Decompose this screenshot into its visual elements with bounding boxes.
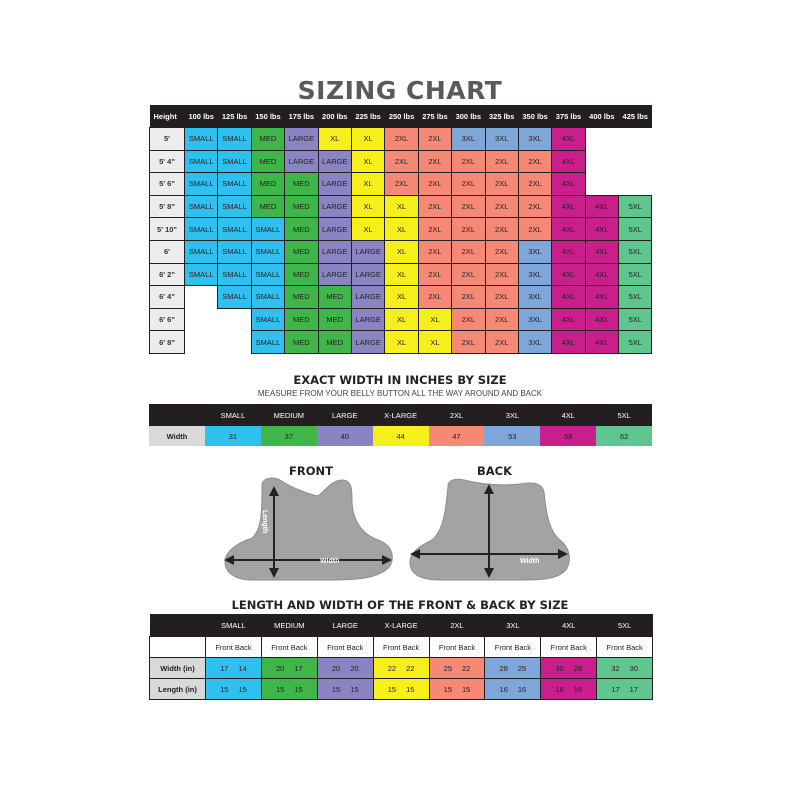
- size-header: 5XL: [597, 614, 653, 637]
- size-cell: MED: [285, 331, 318, 354]
- back-width-label: Width: [520, 558, 540, 565]
- width-row-label: Width: [149, 426, 205, 446]
- size-cell: 3XL: [518, 240, 551, 263]
- size-cell: 2XL: [485, 286, 518, 309]
- back-value: 15: [406, 684, 415, 694]
- size-cell: 4XL: [552, 240, 585, 263]
- weight-header: 125 lbs: [218, 105, 251, 128]
- weight-header: 350 lbs: [518, 105, 551, 128]
- size-cell: 2XL: [418, 150, 451, 173]
- length-table-header: [150, 614, 653, 637]
- size-cell: SMALL: [185, 150, 218, 173]
- size-cell: SMALL: [218, 128, 251, 151]
- size-cell: SMALL: [218, 150, 251, 173]
- front-back-label: Front Back: [541, 637, 597, 658]
- size-cell: XL: [385, 240, 418, 263]
- front-width-label: Width: [320, 558, 340, 565]
- size-cell: MED: [285, 308, 318, 331]
- size-cell: 4XL: [552, 150, 585, 173]
- weight-header: 225 lbs: [351, 105, 384, 128]
- size-cell: 5XL: [619, 195, 652, 218]
- width-value: 58: [540, 426, 596, 446]
- size-cell: 2XL: [485, 263, 518, 286]
- size-cell: 2XL: [485, 331, 518, 354]
- size-cell: MED: [318, 308, 351, 331]
- size-cell: 4XL: [552, 263, 585, 286]
- size-cell: XL: [351, 218, 384, 241]
- front-value: 16: [555, 684, 564, 694]
- size-cell: 2XL: [452, 240, 485, 263]
- size-cell: 4XL: [585, 308, 618, 331]
- front-back-label: Front Back: [261, 637, 317, 658]
- front-back-label: Front Back: [597, 637, 653, 658]
- size-cell: 2XL: [518, 150, 551, 173]
- size-cell: 3XL: [518, 128, 551, 151]
- front-value: 17: [611, 684, 620, 694]
- front-value: 15: [387, 684, 397, 694]
- size-header: MEDIUM: [261, 614, 317, 637]
- measurement-cell: [317, 679, 373, 700]
- back-value: 15: [294, 684, 303, 694]
- height-label: 5' 10": [150, 218, 185, 241]
- size-header: LARGE: [317, 404, 373, 426]
- weight-header: 375 lbs: [552, 105, 585, 128]
- front-value: 20: [331, 663, 341, 673]
- width-section-title: EXACT WIDTH IN INCHES BY SIZE: [293, 373, 507, 387]
- size-cell: XL: [385, 195, 418, 218]
- front-value: 15: [220, 684, 229, 694]
- weight-header: 300 lbs: [452, 105, 485, 128]
- size-cell: MED: [251, 128, 284, 151]
- size-header: 2XL: [429, 614, 485, 637]
- size-cell: SMALL: [251, 263, 284, 286]
- width-value: 44: [373, 426, 429, 446]
- size-cell: XL: [418, 331, 451, 354]
- size-cell: 2XL: [385, 150, 418, 173]
- measurement-row: [150, 658, 653, 679]
- size-cell: SMALL: [218, 195, 251, 218]
- size-cell: LARGE: [318, 263, 351, 286]
- size-cell: 4XL: [552, 218, 585, 241]
- size-cell: 2XL: [485, 150, 518, 173]
- size-cell: SMALL: [185, 173, 218, 196]
- size-cell: XL: [351, 173, 384, 196]
- weight-header: 200 lbs: [318, 105, 351, 128]
- size-cell: LARGE: [351, 240, 384, 263]
- size-cell: 2XL: [418, 173, 451, 196]
- height-label: 6' 6": [150, 308, 185, 331]
- size-header: SMALL: [205, 404, 261, 426]
- grid-corner-label: Height: [150, 105, 185, 128]
- size-cell: MED: [285, 286, 318, 309]
- size-cell: MED: [251, 195, 284, 218]
- front-back-subheader-row: [150, 637, 653, 658]
- height-label: 6' 8": [150, 331, 185, 354]
- size-cell: 2XL: [418, 128, 451, 151]
- back-panel-diagram: [410, 479, 569, 580]
- width-value: 40: [317, 426, 373, 446]
- back-value: 15: [238, 684, 247, 694]
- size-cell: MED: [285, 195, 318, 218]
- size-header: X-LARGE: [373, 614, 429, 637]
- front-value: 15: [443, 684, 452, 694]
- size-cell: LARGE: [351, 263, 384, 286]
- measurement-cell: [541, 658, 597, 679]
- back-value: 20: [350, 663, 359, 673]
- size-cell: 4XL: [552, 308, 585, 331]
- measurement-cell: [317, 658, 373, 679]
- front-value: 25: [443, 663, 452, 673]
- front-back-label: Front Back: [317, 637, 373, 658]
- measurement-label: Width (in): [150, 658, 206, 679]
- size-cell: 4XL: [552, 331, 585, 354]
- size-cell: MED: [285, 240, 318, 263]
- size-header: X-LARGE: [373, 404, 429, 426]
- size-cell: 4XL: [585, 195, 618, 218]
- width-value: 37: [261, 426, 317, 446]
- measurement-cell: [373, 679, 429, 700]
- size-cell: 4XL: [552, 128, 585, 151]
- measurement-cell: [206, 658, 262, 679]
- size-cell: 5XL: [619, 331, 652, 354]
- weight-header: 400 lbs: [585, 105, 618, 128]
- size-cell: SMALL: [218, 286, 251, 309]
- size-cell: 3XL: [518, 263, 551, 286]
- size-cell: 3XL: [518, 286, 551, 309]
- size-cell: 4XL: [585, 240, 618, 263]
- back-value: 14: [238, 663, 247, 673]
- length-width-table: [149, 614, 653, 700]
- height-label: 6' 4": [150, 286, 185, 309]
- size-cell: LARGE: [318, 240, 351, 263]
- size-cell: XL: [385, 331, 418, 354]
- back-value: 22: [462, 663, 471, 673]
- size-cell: 2XL: [452, 173, 485, 196]
- size-header: 2XL: [429, 404, 485, 426]
- length-header-corner: [150, 614, 206, 637]
- size-cell: 4XL: [552, 286, 585, 309]
- size-cell: 5XL: [619, 218, 652, 241]
- size-cell: XL: [318, 128, 351, 151]
- size-cell: 5XL: [619, 286, 652, 309]
- size-cell: 3XL: [518, 331, 551, 354]
- back-value: 15: [350, 684, 359, 694]
- size-cell: XL: [385, 263, 418, 286]
- size-cell: 2XL: [518, 218, 551, 241]
- size-cell: SMALL: [185, 218, 218, 241]
- front-value: 16: [499, 684, 508, 694]
- weight-header: 150 lbs: [251, 105, 284, 128]
- size-cell: 2XL: [418, 195, 451, 218]
- back-value: 22: [406, 663, 415, 673]
- size-header: SMALL: [206, 614, 262, 637]
- size-cell: 4XL: [585, 263, 618, 286]
- size-cell: XL: [385, 286, 418, 309]
- front-value: 30: [555, 663, 564, 673]
- width-value: 31: [205, 426, 261, 446]
- size-cell: 3XL: [485, 128, 518, 151]
- back-value: 15: [462, 684, 471, 694]
- size-cell: 2XL: [452, 218, 485, 241]
- height-label: 6' 2": [150, 263, 185, 286]
- width-value: 47: [429, 426, 485, 446]
- size-cell: MED: [285, 173, 318, 196]
- size-cell: MED: [318, 286, 351, 309]
- measurement-label: Length (in): [150, 679, 206, 700]
- measurement-cell: [485, 658, 541, 679]
- size-cell: MED: [318, 331, 351, 354]
- back-value: 30: [629, 663, 639, 673]
- size-cell: SMALL: [251, 240, 284, 263]
- back-value: 16: [573, 684, 583, 694]
- width-value: 62: [596, 426, 652, 446]
- size-cell: SMALL: [218, 263, 251, 286]
- weight-header: 250 lbs: [385, 105, 418, 128]
- size-cell: 2XL: [485, 173, 518, 196]
- size-cell: LARGE: [351, 308, 384, 331]
- size-cell: SMALL: [185, 263, 218, 286]
- size-cell: LARGE: [318, 150, 351, 173]
- size-cell: 2XL: [385, 128, 418, 151]
- size-cell: 2XL: [385, 173, 418, 196]
- measurement-cell: [541, 679, 597, 700]
- size-header: 3XL: [484, 404, 540, 426]
- size-cell: XL: [351, 150, 384, 173]
- length-section-title: LENGTH AND WIDTH OF THE FRONT & BACK BY SIZE: [231, 598, 569, 612]
- size-cell: 2XL: [418, 240, 451, 263]
- size-cell: XL: [351, 128, 384, 151]
- size-cell: SMALL: [185, 128, 218, 151]
- height-label: 5' 8": [150, 195, 185, 218]
- size-cell: 2XL: [452, 308, 485, 331]
- size-header: 4XL: [541, 614, 597, 637]
- size-header: 5XL: [596, 404, 652, 426]
- width-value: 53: [484, 426, 540, 446]
- size-cell: 2XL: [418, 263, 451, 286]
- size-cell: LARGE: [318, 195, 351, 218]
- measurement-cell: [429, 658, 485, 679]
- back-value: 25: [517, 663, 527, 673]
- size-header: 4XL: [540, 404, 596, 426]
- size-cell: 3XL: [518, 308, 551, 331]
- back-label: BACK: [477, 464, 513, 478]
- size-cell: SMALL: [251, 286, 284, 309]
- size-cell: 4XL: [552, 195, 585, 218]
- size-cell: 4XL: [585, 331, 618, 354]
- weight-header: 275 lbs: [418, 105, 451, 128]
- weight-header: 325 lbs: [485, 105, 518, 128]
- size-cell: 2XL: [518, 173, 551, 196]
- size-cell: SMALL: [185, 240, 218, 263]
- size-cell: 2XL: [452, 331, 485, 354]
- size-cell: SMALL: [251, 308, 284, 331]
- size-cell: 2XL: [518, 195, 551, 218]
- front-panel-diagram: [225, 478, 392, 580]
- size-cell: 2XL: [485, 218, 518, 241]
- front-back-label: Front Back: [206, 637, 262, 658]
- weight-header: 425 lbs: [619, 105, 652, 128]
- size-cell: 4XL: [585, 218, 618, 241]
- size-cell: LARGE: [318, 218, 351, 241]
- size-cell: 3XL: [452, 128, 485, 151]
- size-cell: 2XL: [452, 263, 485, 286]
- front-value: 22: [387, 663, 397, 673]
- front-length-label: Length: [261, 510, 268, 534]
- front-value: 17: [220, 663, 229, 673]
- measurement-cell: [597, 679, 653, 700]
- size-cell: XL: [385, 308, 418, 331]
- measurement-cell: [261, 679, 317, 700]
- size-header: LARGE: [317, 614, 373, 637]
- size-cell: SMALL: [251, 331, 284, 354]
- front-value: 15: [275, 684, 285, 694]
- size-cell: SMALL: [218, 173, 251, 196]
- width-section-subtitle: MEASURE FROM YOUR BELLY BUTTON ALL THE WAY AROUND AND BACK: [257, 389, 543, 398]
- measurement-cell: [261, 658, 317, 679]
- size-header: MEDIUM: [261, 404, 317, 426]
- size-header: 3XL: [485, 614, 541, 637]
- height-label: 5' 4": [150, 150, 185, 173]
- front-back-label: Front Back: [373, 637, 429, 658]
- front-back-label: Front Back: [429, 637, 485, 658]
- measurement-cell: [597, 658, 653, 679]
- size-cell: XL: [351, 195, 384, 218]
- height-label: 5' 6": [150, 173, 185, 196]
- front-value: 32: [611, 663, 620, 673]
- subheader-corner: [150, 637, 206, 658]
- weight-header: 100 lbs: [185, 105, 218, 128]
- front-value: 15: [331, 684, 341, 694]
- size-cell: XL: [418, 308, 451, 331]
- front-label: FRONT: [289, 464, 333, 478]
- weight-header: 175 lbs: [285, 105, 318, 128]
- size-cell: 5XL: [619, 308, 652, 331]
- size-cell: 2XL: [418, 218, 451, 241]
- height-label: 6': [150, 240, 185, 263]
- back-value: 16: [517, 684, 527, 694]
- size-cell: 2XL: [452, 150, 485, 173]
- size-cell: SMALL: [251, 218, 284, 241]
- size-cell: LARGE: [351, 286, 384, 309]
- size-cell: MED: [251, 173, 284, 196]
- front-value: 28: [499, 663, 508, 673]
- page-title: SIZING CHART: [297, 76, 503, 105]
- size-cell: 2XL: [485, 308, 518, 331]
- size-cell: XL: [385, 218, 418, 241]
- size-cell: SMALL: [218, 240, 251, 263]
- back-value: 28: [573, 663, 583, 673]
- size-cell: MED: [285, 263, 318, 286]
- size-cell: 5XL: [619, 263, 652, 286]
- size-cell: 2XL: [452, 286, 485, 309]
- size-cell: LARGE: [285, 150, 318, 173]
- size-cell: LARGE: [318, 173, 351, 196]
- size-cell: SMALL: [185, 195, 218, 218]
- measurement-row: [150, 679, 653, 700]
- size-cell: 2XL: [452, 195, 485, 218]
- size-cell: 4XL: [585, 286, 618, 309]
- size-cell: 2XL: [485, 240, 518, 263]
- measurement-cell: [206, 679, 262, 700]
- size-cell: LARGE: [351, 331, 384, 354]
- height-label: 5': [150, 128, 185, 151]
- size-cell: SMALL: [218, 218, 251, 241]
- size-cell: 2XL: [418, 286, 451, 309]
- measurement-cell: [485, 679, 541, 700]
- size-cell: LARGE: [285, 128, 318, 151]
- back-value: 17: [629, 684, 639, 694]
- size-cell: 5XL: [619, 240, 652, 263]
- back-value: 17: [294, 663, 303, 673]
- front-back-label: Front Back: [485, 637, 541, 658]
- measurement-cell: [429, 679, 485, 700]
- size-cell: MED: [285, 218, 318, 241]
- size-cell: 4XL: [552, 173, 585, 196]
- size-cell: 2XL: [485, 195, 518, 218]
- size-cell: MED: [251, 150, 284, 173]
- measurement-cell: [373, 658, 429, 679]
- front-value: 20: [275, 663, 285, 673]
